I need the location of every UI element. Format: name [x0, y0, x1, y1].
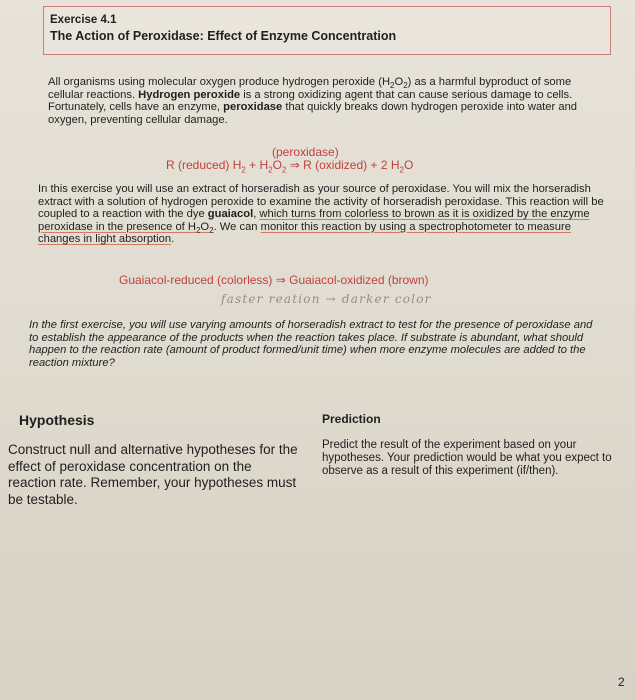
page-number: 2 — [618, 675, 625, 689]
method-paragraph: In this exercise you will use an extract of horseradish as your source of peroxidase. You will mix the horseradish extract with a solution of hydrogen peroxide to examine the activity of horseradish peroxidase. This reaction will be coupled to a reaction with the dye guaiacol, which turns from colorless to brown as it is oxidized by the enzyme peroxidase in the presence of $H_2O_2$. We can monitor this reaction by using a spectrophotometer to measure changes in light absorption. — [38, 183, 604, 246]
intro-paragraph: All organisms using molecular oxygen produce hydrogen peroxide $(H_2O_2)$ as a harmful byproduct of some cellular reactions. Hydrogen peroxide is a strong oxidizing agent that can cause serious damage to cells. Fortunately, cells have an enzyme, peroxidase that quickly breaks down hydrogen peroxide into water and oxygen, preventing cellular damage. — [48, 76, 578, 126]
prediction-text: Predict the result of the experiment based on your hypotheses. Your prediction would be what you expect to observe as a result of this experiment (if/then). — [322, 439, 612, 477]
hypothesis-heading: Hypothesis — [19, 412, 95, 428]
question-paragraph: In the first exercise, you will use varying amounts of horseradish extract to test for the presence of peroxidase and to establish the appearance of the products when the reaction takes place. If substrate is abundant, what should happen to the reaction rate (amount of product formed/unit time) when more enzyme molecules are added to the reaction mixture? — [29, 319, 593, 369]
prediction-heading: Prediction — [322, 412, 381, 426]
exercise-header-box — [43, 6, 611, 55]
highlight-underline-2: monitor this reaction by using a spectrophotometer to measure changes in light absorption — [38, 220, 571, 246]
reaction-equation: R (reduced) $H_2 + H_2O_2$ ⇒ R (oxidized) + 2 $H_2O$ — [166, 158, 414, 175]
exercise-number: Exercise 4.1 — [50, 14, 117, 26]
guaiacol-equation: Guaiacol-reduced (colorless) ⇒ Guaiacol-oxidized (brown) — [119, 273, 429, 287]
handwritten-note: faster reation → darker color — [221, 292, 432, 306]
exercise-title: The Action of Peroxidase: Effect of Enzyme Concentration — [50, 29, 397, 43]
highlight-underline-1: which turns from colorless to brown as it is oxidized by the enzyme peroxidase in the presence of $H_2O_2$ — [38, 208, 590, 236]
hypothesis-text: Construct null and alternative hypotheses for the effect of peroxidase concentration on the reaction rate. Remember, your hypotheses must be testable. — [8, 442, 298, 507]
enzyme-label: (peroxidase) — [272, 145, 339, 159]
